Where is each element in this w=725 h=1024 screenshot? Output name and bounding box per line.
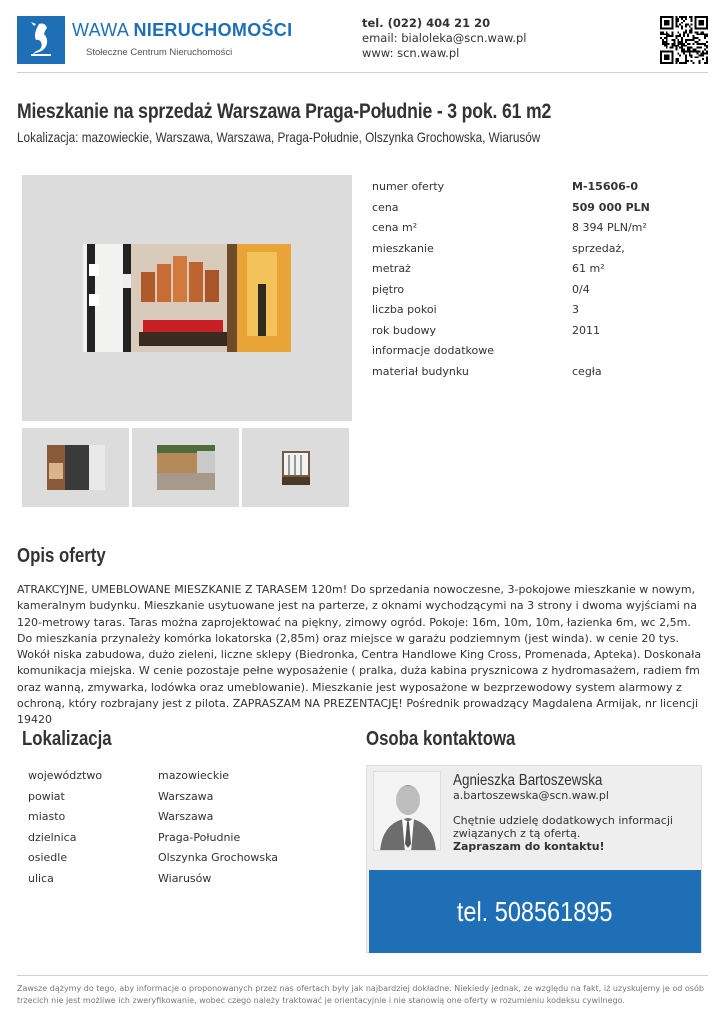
location-label: ulica xyxy=(28,871,54,885)
location-label: dzielnica xyxy=(28,830,77,844)
detail-value: sprzedaż, xyxy=(572,241,625,255)
location-row xyxy=(28,847,288,868)
detail-row xyxy=(372,258,672,279)
thumbnail-1[interactable] xyxy=(22,428,129,507)
location-heading: Lokalizacja xyxy=(22,728,112,750)
location-row xyxy=(28,765,288,786)
contact-phone[interactable]: tel. 508561895 xyxy=(457,895,613,927)
detail-label: cena xyxy=(372,200,399,214)
detail-row xyxy=(372,320,672,341)
detail-row xyxy=(372,361,672,382)
location-value: Praga-Południe xyxy=(158,830,241,844)
listing-title: Mieszkanie na sprzedaż Warszawa Praga-Południe - 3 pok. 61 m2 xyxy=(17,100,552,123)
header-divider xyxy=(17,72,708,73)
description-text: ATRAKCYJNE, UMEBLOWANE MIESZKANIE Z TARASEM 120m! Do sprzedania nowoczesne, 3-pokojowe mieszkanie w nowym, kameralnym budynku. Mieszkanie usytuowane jest na parterze, z oknami wychodzącymi na 3 strony i dwoma wyjściami na 120-metrowy taras. Taras można zaprojektować na piękny, zimowy ogród. Pokoje: 16m, 10m, 10m, łazienka 6m, wc 2,5m. Do mieszkania przynależy komórka lokatorska (2,85m) oraz miejsce w garażu podziemnym (jest winda). w cenie 20 tys. Wokół niska zabudowa, dużo zieleni, liczne sklepy (Biedronka, Centra Handlowe King Cross, Promenada, Apteka). Doskonała komunikacja miejska. W cenie pozostaje pełne wyposażenie ( pralka, duża kabina prysznicowa z hydromasażem, radiem fm oraz wanną, zmywarka, lodówka oraz umeblowanie). Mieszkanie jest wyposażone w bezprzewodowy system alarmowy z ochroną, który rozbrajany jest z pilota. ZAPRASZAM NA PREZENTACJĘ! Pośrednik prowadzący Magdalena Armijak, nr licencji 19420 xyxy=(17,583,702,727)
detail-value: 509 000 PLN xyxy=(572,200,650,214)
detail-row xyxy=(372,197,672,218)
agency-email[interactable]: email: bialoleka@scn.waw.pl xyxy=(362,31,527,45)
location-value: Warszawa xyxy=(158,789,214,803)
main-photo[interactable] xyxy=(22,175,352,421)
detail-row xyxy=(372,238,672,259)
contact-phone-box[interactable] xyxy=(369,870,701,953)
thumbnail-image-2 xyxy=(157,445,215,490)
location-label: województwo xyxy=(28,769,103,782)
detail-label: cena m² xyxy=(372,221,418,234)
contact-heading: Osoba kontaktowa xyxy=(366,728,516,750)
location-label: osiedle xyxy=(28,851,68,864)
living-room-image xyxy=(83,244,291,352)
contact-email[interactable]: a.bartoszewska@scn.waw.pl xyxy=(453,789,609,802)
footer-divider xyxy=(17,975,708,976)
description-heading: Opis oferty xyxy=(17,545,106,567)
agency-contact xyxy=(362,16,527,61)
thumbnail-image-1 xyxy=(47,445,105,490)
location-row xyxy=(28,827,288,848)
detail-row xyxy=(372,176,672,197)
contact-message-text: Chętnie udzielę dodatkowych informacji związanych z tą ofertą. xyxy=(453,814,673,840)
location-label: miasto xyxy=(28,810,66,823)
location-value: Warszawa xyxy=(158,810,214,823)
thumbnail-2[interactable] xyxy=(132,428,239,507)
location-value: Olszynka Grochowska xyxy=(158,851,279,864)
contact-message xyxy=(453,814,693,853)
location-value: mazowieckie xyxy=(158,769,230,782)
detail-label: numer oferty xyxy=(372,180,445,193)
agency-www[interactable]: www: scn.waw.pl xyxy=(362,46,460,60)
qr-code-icon xyxy=(660,16,708,64)
listing-location: Lokalizacja: mazowieckie, Warszawa, Warszawa, Praga-Południe, Olszynka Grochowska, Wiarusów xyxy=(17,129,541,145)
thumbnail-image-3 xyxy=(282,451,310,485)
location-row xyxy=(28,786,288,807)
footer-disclaimer: Zawsze dążymy do tego, aby informacje o proponowanych przez nas ofertach były jak najbardziej dokładne. Niekiedy jednak, ze względu na fakt, iż uzyskujemy je od osób trzecich nie jest możliwe ich zweryfikowanie, wobec czego należy traktować je orientacyjnie i nie stanowią one oferty w rozumieniu kodeksu cywilnego. xyxy=(17,984,704,1005)
contact-name: Agnieszka Bartoszewska xyxy=(453,772,603,789)
detail-label: rok budowy xyxy=(372,323,437,337)
contact-cta: Zapraszam do kontaktu! xyxy=(453,840,605,853)
agency-phone[interactable]: tel. (022) 404 21 20 xyxy=(362,16,491,30)
location-table xyxy=(28,765,288,888)
person-avatar-icon xyxy=(373,771,441,851)
location-row xyxy=(28,868,288,889)
detail-value: M-15606-0 xyxy=(572,180,638,193)
detail-label: informacje dodatkowe xyxy=(372,344,495,357)
detail-row xyxy=(372,340,672,361)
detail-value: cegła xyxy=(572,364,602,378)
detail-label: metraż xyxy=(372,262,411,275)
detail-row xyxy=(372,299,672,320)
detail-label: piętro xyxy=(372,282,405,296)
contact-card xyxy=(366,765,702,953)
detail-row xyxy=(372,217,672,238)
detail-value: 3 xyxy=(572,303,579,316)
brand-name[interactable]: WAWA NIERUCHOMOŚCI xyxy=(72,20,293,40)
detail-label: materiał budynku xyxy=(372,364,469,378)
brand-subtitle: Stołeczne Centrum Nieruchomości xyxy=(86,47,233,58)
detail-value: 8 394 PLN/m² xyxy=(572,221,647,234)
detail-value: 2011 xyxy=(572,323,600,337)
detail-label: mieszkanie xyxy=(372,241,434,255)
location-value: Wiarusów xyxy=(158,871,212,885)
thumbnail-3[interactable] xyxy=(242,428,349,507)
detail-value: 61 m² xyxy=(572,262,605,275)
location-row xyxy=(28,806,288,827)
logo-mermaid-icon[interactable] xyxy=(17,16,65,64)
offer-details xyxy=(372,176,672,381)
detail-row xyxy=(372,279,672,300)
detail-label: liczba pokoi xyxy=(372,303,437,316)
location-label: powiat xyxy=(28,789,65,803)
detail-value: 0/4 xyxy=(572,282,590,296)
